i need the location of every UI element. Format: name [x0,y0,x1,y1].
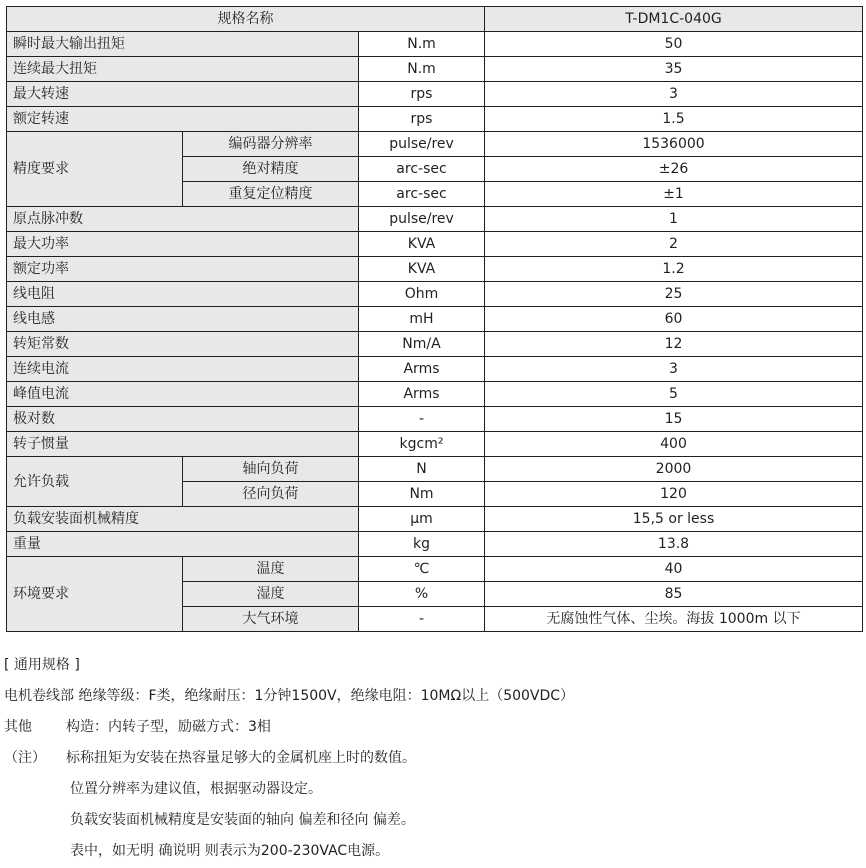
row-value: 15 [485,407,863,432]
row-value: 无腐蚀性气体、尘埃。海拔 1000m 以下 [485,607,863,632]
table-row [7,307,863,332]
table-row [7,32,863,57]
environment-group-name: 环境要求 [7,557,183,632]
row-value: 50 [485,32,863,57]
sub-name: 湿度 [183,582,359,607]
row-value: 120 [485,482,863,507]
table-row [7,232,863,257]
row-name: 连续最大扭矩 [7,57,359,82]
row-unit: mH [359,307,485,332]
table-row [7,282,863,307]
row-unit: arc-sec [359,182,485,207]
table-row [7,107,863,132]
table-header-row [7,7,863,32]
row-name: 连续电流 [7,357,359,382]
row-name: 线电阻 [7,282,359,307]
table-row [7,57,863,82]
row-value: ±1 [485,182,863,207]
row-value: 2 [485,232,863,257]
row-name: 负载安装面机械精度 [7,507,359,532]
row-value: 13.8 [485,532,863,557]
table-row [7,432,863,457]
table-row [7,357,863,382]
row-name: 瞬时最大输出扭矩 [7,32,359,57]
general-spec-title: [ 通用规格 ] [4,657,80,673]
row-value: ±26 [485,157,863,182]
sub-name: 大气环境 [183,607,359,632]
table-row [7,457,863,482]
other-label: 其他 [4,719,32,735]
row-unit: KVA [359,232,485,257]
row-name: 最大功率 [7,232,359,257]
note-line: 负载安装面机械精度是安装面的轴向 偏差和径向 偏差。 [70,812,415,828]
row-unit: % [359,582,485,607]
note-line: 位置分辨率为建议值，根据驱动器设定。 [70,781,322,797]
row-unit: N.m [359,32,485,57]
other-text: 构造：内转子型，励磁方式：3相 [66,719,271,735]
row-unit: ℃ [359,557,485,582]
sub-name: 绝对精度 [183,157,359,182]
row-unit: arc-sec [359,157,485,182]
row-unit: rps [359,82,485,107]
other-spec [4,712,862,743]
row-value: 3 [485,82,863,107]
table-row [7,207,863,232]
table-row [7,557,863,582]
row-name: 原点脉冲数 [7,207,359,232]
row-name: 转子惯量 [7,432,359,457]
table-row [7,82,863,107]
row-unit: pulse/rev [359,207,485,232]
row-value: 5 [485,382,863,407]
row-name: 最大转速 [7,82,359,107]
row-name: 额定转速 [7,107,359,132]
row-value: 35 [485,57,863,82]
row-unit: Arms [359,382,485,407]
table-row [7,507,863,532]
row-value: 1 [485,207,863,232]
sub-name: 轴向负荷 [183,457,359,482]
row-unit: pulse/rev [359,132,485,157]
note-line [4,743,862,774]
row-value: 85 [485,582,863,607]
table-row [7,257,863,282]
row-name: 极对数 [7,407,359,432]
note-text: 标称扭矩为安装在热容量足够大的金属机座上时的数值。 [66,750,416,766]
row-name: 额定功率 [7,257,359,282]
row-value: 40 [485,557,863,582]
row-value: 1.2 [485,257,863,282]
row-value: 3 [485,357,863,382]
notes-section [4,650,862,867]
row-name: 峰值电流 [7,382,359,407]
row-value: 60 [485,307,863,332]
accuracy-group-name: 精度要求 [7,132,183,207]
row-unit: Nm/A [359,332,485,357]
row-unit: Arms [359,357,485,382]
row-name: 线电感 [7,307,359,332]
row-value: 400 [485,432,863,457]
sub-name: 温度 [183,557,359,582]
row-unit: kgcm² [359,432,485,457]
load-group-name: 允许负载 [7,457,183,507]
row-unit: Ohm [359,282,485,307]
spec-table [6,6,863,632]
table-row [7,407,863,432]
sub-name: 重复定位精度 [183,182,359,207]
row-unit: Nm [359,482,485,507]
table-row [7,382,863,407]
note-label: （注） [4,750,46,766]
row-unit: - [359,607,485,632]
table-row [7,332,863,357]
row-value: 25 [485,282,863,307]
row-unit: μm [359,507,485,532]
row-unit: N [359,457,485,482]
table-row [7,532,863,557]
sub-name: 编码器分辨率 [183,132,359,157]
winding-spec: 电机卷线部 绝缘等级：F类，绝缘耐压：1分钟1500V，绝缘电阻：10MΩ以上（500VDC） [4,688,575,704]
row-value: 2000 [485,457,863,482]
row-unit: KVA [359,257,485,282]
row-value: 1.5 [485,107,863,132]
table-row [7,132,863,157]
row-value: 15,5 or less [485,507,863,532]
row-value: 1536000 [485,132,863,157]
row-unit: rps [359,107,485,132]
row-name: 重量 [7,532,359,557]
row-value: 12 [485,332,863,357]
note-line: 表中，如无明 确说明 则表示为200-230VAC电源。 [70,843,390,859]
model-header: T-DM1C-040G [485,7,863,32]
row-name: 转矩常数 [7,332,359,357]
spec-name-header: 规格名称 [7,7,485,32]
row-unit: kg [359,532,485,557]
sub-name: 径向负荷 [183,482,359,507]
row-unit: - [359,407,485,432]
row-unit: N.m [359,57,485,82]
